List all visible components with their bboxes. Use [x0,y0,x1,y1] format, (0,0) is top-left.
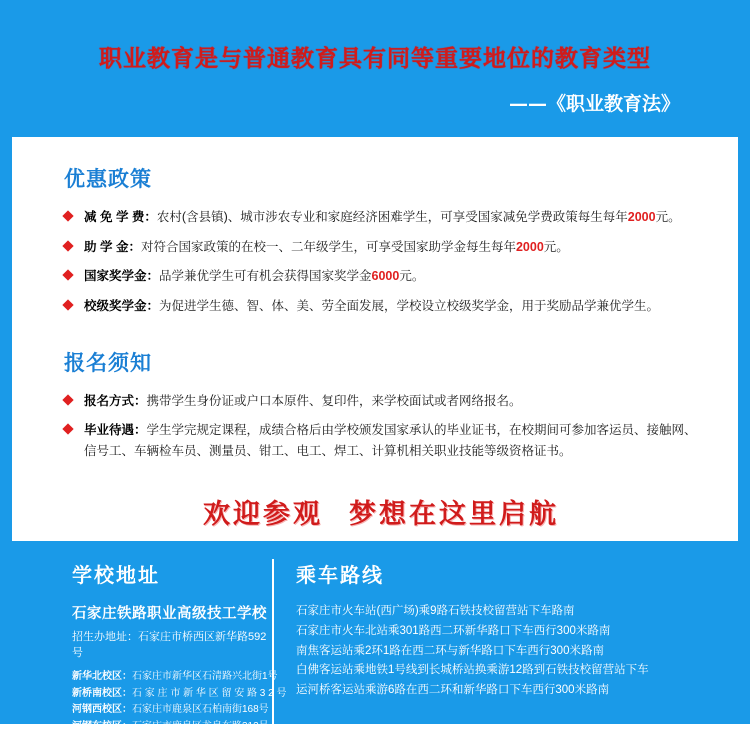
policy-section-title: 优惠政策 [64,163,698,193]
slogan-right: 梦想在这里启航 [349,499,559,530]
list-item [64,207,698,228]
address-column [0,559,272,724]
item-text-after: 元。 [656,210,681,224]
campus-detail: 石家庄市鹿泉区龙泉东路312号 [132,721,269,732]
item-text: 品学兼优学生可有机会获得国家奖学金 [159,269,372,283]
list-item [64,296,698,317]
school-name: 石家庄铁路职业高级技工学校 [72,602,272,623]
item-text: 为促进学生德、智、体、美、劳全面发展，学校设立校级奖学金，用于奖励品学兼优学生。 [159,299,659,313]
campus-list [72,669,272,735]
slogan-left: 欢迎参观 [203,499,323,530]
footer-info [0,541,750,724]
item-highlight: 2000 [516,240,544,254]
list-item [64,266,698,287]
campus-name: 新华北校区： [72,671,132,682]
list-item [64,420,698,461]
item-text-after: 元。 [544,240,569,254]
campus-detail: 石家庄市鹿泉区石柏南街168号 [132,704,269,715]
list-item: 石家庄市火车北站乘301路西二环新华路口下车西行300米路南 [296,622,730,642]
office-address: 招生办地址：石家庄市桥西区新华路592号 [72,628,272,660]
campus-detail: 石家庄市新华区石清路兴北街1号 [132,671,278,682]
diamond-bullet-icon [62,394,73,405]
list-item: 石家庄市火车站(西广场)乘9路石铁技校留营站下车路南 [296,602,730,622]
item-text: 农村(含县镇)、城市涉农专业和家庭经济困难学生，可享受国家减免学费政策每生每年 [157,210,628,224]
item-label: 校级奖学金： [84,299,159,313]
list-item [64,391,698,412]
enroll-list [64,391,698,462]
enroll-section-title: 报名须知 [64,347,698,377]
campus-name: 河钢西校区： [72,704,132,715]
item-label: 毕业待遇： [84,423,147,437]
list-item [72,686,272,703]
campus-name: 新桥南校区： [72,688,132,699]
address-title: 学校地址 [72,559,272,588]
item-highlight: 6000 [372,269,400,283]
list-item [64,237,698,258]
campus-name: 河钢东校区： [72,721,132,732]
routes-title: 乘车路线 [296,559,730,588]
item-label: 减 免 学 费： [84,210,157,224]
list-item: 白佛客运站乘地铁1号线到长城桥站换乘游12路到石铁技校留营站下车 [296,661,730,681]
banner-source: ——《职业教育法》 [0,89,750,116]
list-item [72,719,272,735]
item-text-after: 元。 [399,269,424,283]
item-text: 携带学生身份证或户口本原件、复印件，来学校面试或者网络报名。 [147,394,522,408]
item-highlight: 2000 [628,210,656,224]
campus-detail: 石 家 庄 市 新 华 区 留 安 路 3 2 号 [132,688,286,699]
list-item [72,702,272,719]
diamond-bullet-icon [62,423,73,434]
policy-list [64,207,698,317]
top-banner [0,0,750,137]
list-item: 运河桥客运站乘游6路在西二环和新华路口下车西行300米路南 [296,681,730,701]
item-label: 国家奖学金： [84,269,159,283]
item-label: 助 学 金： [84,240,141,254]
diamond-bullet-icon [62,299,73,310]
welcome-slogan [64,470,698,539]
item-label: 报名方式： [84,394,147,408]
item-text: 学生学完规定课程，成绩合格后由学校颁发国家承认的毕业证书，在校期间可参加客运员、接触网、信号工、车辆检车员、测量员、钳工、电工、焊工、计算机相关职业技能等级资格证书。 [84,423,697,458]
content-panel [12,137,738,541]
list-item: 南焦客运站乘2环1路在西二环与新华路口下车西行300米路南 [296,642,730,662]
item-text: 对符合国家政策的在校一、二年级学生，可享受国家助学金每生每年 [141,240,516,254]
diamond-bullet-icon [62,210,73,221]
diamond-bullet-icon [62,270,73,281]
routes-column [272,559,730,724]
diamond-bullet-icon [62,240,73,251]
list-item [72,669,272,686]
banner-title: 职业教育是与普通教育具有同等重要地位的教育类型 [0,40,750,73]
